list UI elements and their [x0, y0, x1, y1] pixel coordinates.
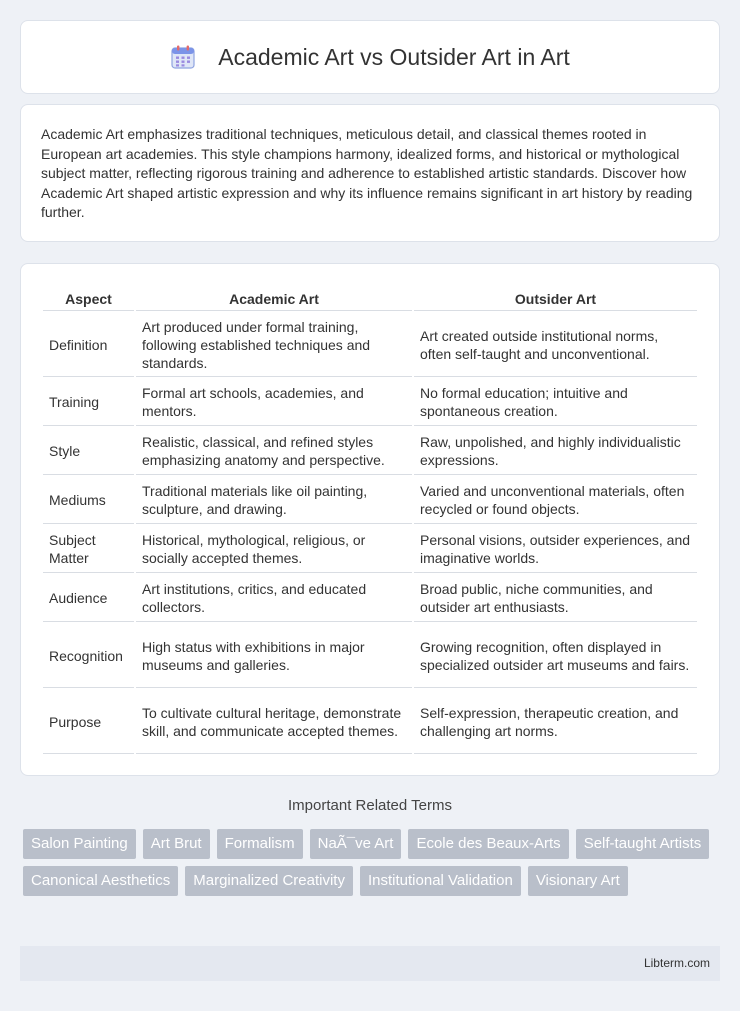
aspect-cell: Subject Matter [43, 526, 134, 573]
related-term-tag[interactable]: Marginalized Creativity [185, 866, 353, 896]
table-row [43, 313, 697, 377]
academic-cell: To cultivate cultural heritage, demonstrate skill, and communicate accepted themes. [136, 690, 412, 754]
related-term-tag[interactable]: Ecole des Beaux-Arts [408, 829, 568, 859]
table-header-row [43, 286, 697, 311]
related-terms-title: Important Related Terms [288, 797, 452, 814]
academic-cell: Traditional materials like oil painting, sculpture, and drawing. [136, 477, 412, 524]
outsider-cell: Growing recognition, often displayed in specialized outsider art museums and fairs. [414, 624, 697, 688]
aspect-cell: Purpose [43, 690, 134, 754]
related-term-tag[interactable]: NaÃ¯ve Art [310, 829, 402, 859]
table-row [43, 526, 697, 573]
comparison-table [41, 284, 699, 756]
related-terms-tags [23, 829, 723, 903]
academic-cell: Realistic, classical, and refined styles emphasizing anatomy and perspective. [136, 428, 412, 475]
related-term-tag[interactable]: Self-taught Artists [576, 829, 710, 859]
outsider-cell: Self-expression, therapeutic creation, and challenging art norms. [414, 690, 697, 754]
calendar-icon [170, 44, 196, 70]
aspect-cell: Definition [43, 313, 134, 377]
table-row [43, 690, 697, 754]
page-title: Academic Art vs Outsider Art in Art [218, 43, 570, 70]
related-term-tag[interactable]: Formalism [217, 829, 303, 859]
table-row [43, 624, 697, 688]
academic-cell: Art institutions, critics, and educated collectors. [136, 575, 412, 622]
academic-cell: Historical, mythological, religious, or socially accepted themes. [136, 526, 412, 573]
intro-text: Academic Art emphasizes traditional techniques, meticulous detail, and classical themes rooted in European art academies. This style champions harmony, idealized forms, and historical or mythological subject matter, reflecting rigorous training and adherence to established artistic standards. Discover how Academic Art shaped artistic expression and why its influence remains significant in art history by reading further. [41, 126, 693, 221]
academic-cell: High status with exhibitions in major museums and galleries. [136, 624, 412, 688]
related-term-tag[interactable]: Institutional Validation [360, 866, 521, 896]
comparison-table-card [20, 263, 720, 776]
outsider-cell: Art created outside institutional norms, often self-taught and unconventional. [414, 313, 697, 377]
aspect-cell: Mediums [43, 477, 134, 524]
aspect-cell: Training [43, 379, 134, 426]
header-aspect: Aspect [43, 286, 134, 311]
outsider-cell: No formal education; intuitive and spontaneous creation. [414, 379, 697, 426]
outsider-cell: Personal visions, outsider experiences, and imaginative worlds. [414, 526, 697, 573]
table-row [43, 575, 697, 622]
aspect-cell: Recognition [43, 624, 134, 688]
related-term-tag[interactable]: Art Brut [143, 829, 210, 859]
outsider-cell: Raw, unpolished, and highly individualistic expressions. [414, 428, 697, 475]
aspect-cell: Style [43, 428, 134, 475]
academic-cell: Art produced under formal training, following established techniques and standards. [136, 313, 412, 377]
header-outsider-art: Outsider Art [414, 286, 697, 311]
related-term-tag[interactable]: Salon Painting [23, 829, 136, 859]
aspect-cell: Audience [43, 575, 134, 622]
table-row [43, 428, 697, 475]
outsider-cell: Broad public, niche communities, and outsider art enthusiasts. [414, 575, 697, 622]
footer-site-link[interactable]: Libterm.com [643, 956, 710, 970]
related-term-tag[interactable]: Canonical Aesthetics [23, 866, 178, 896]
academic-cell: Formal art schools, academies, and mentors. [136, 379, 412, 426]
outsider-cell: Varied and unconventional materials, often recycled or found objects. [414, 477, 697, 524]
table-row [43, 477, 697, 524]
related-term-tag[interactable]: Visionary Art [528, 866, 628, 896]
header-card [20, 20, 720, 94]
footer [20, 946, 720, 981]
intro-card [20, 104, 720, 242]
table-row [43, 379, 697, 426]
header-academic-art: Academic Art [136, 286, 412, 311]
